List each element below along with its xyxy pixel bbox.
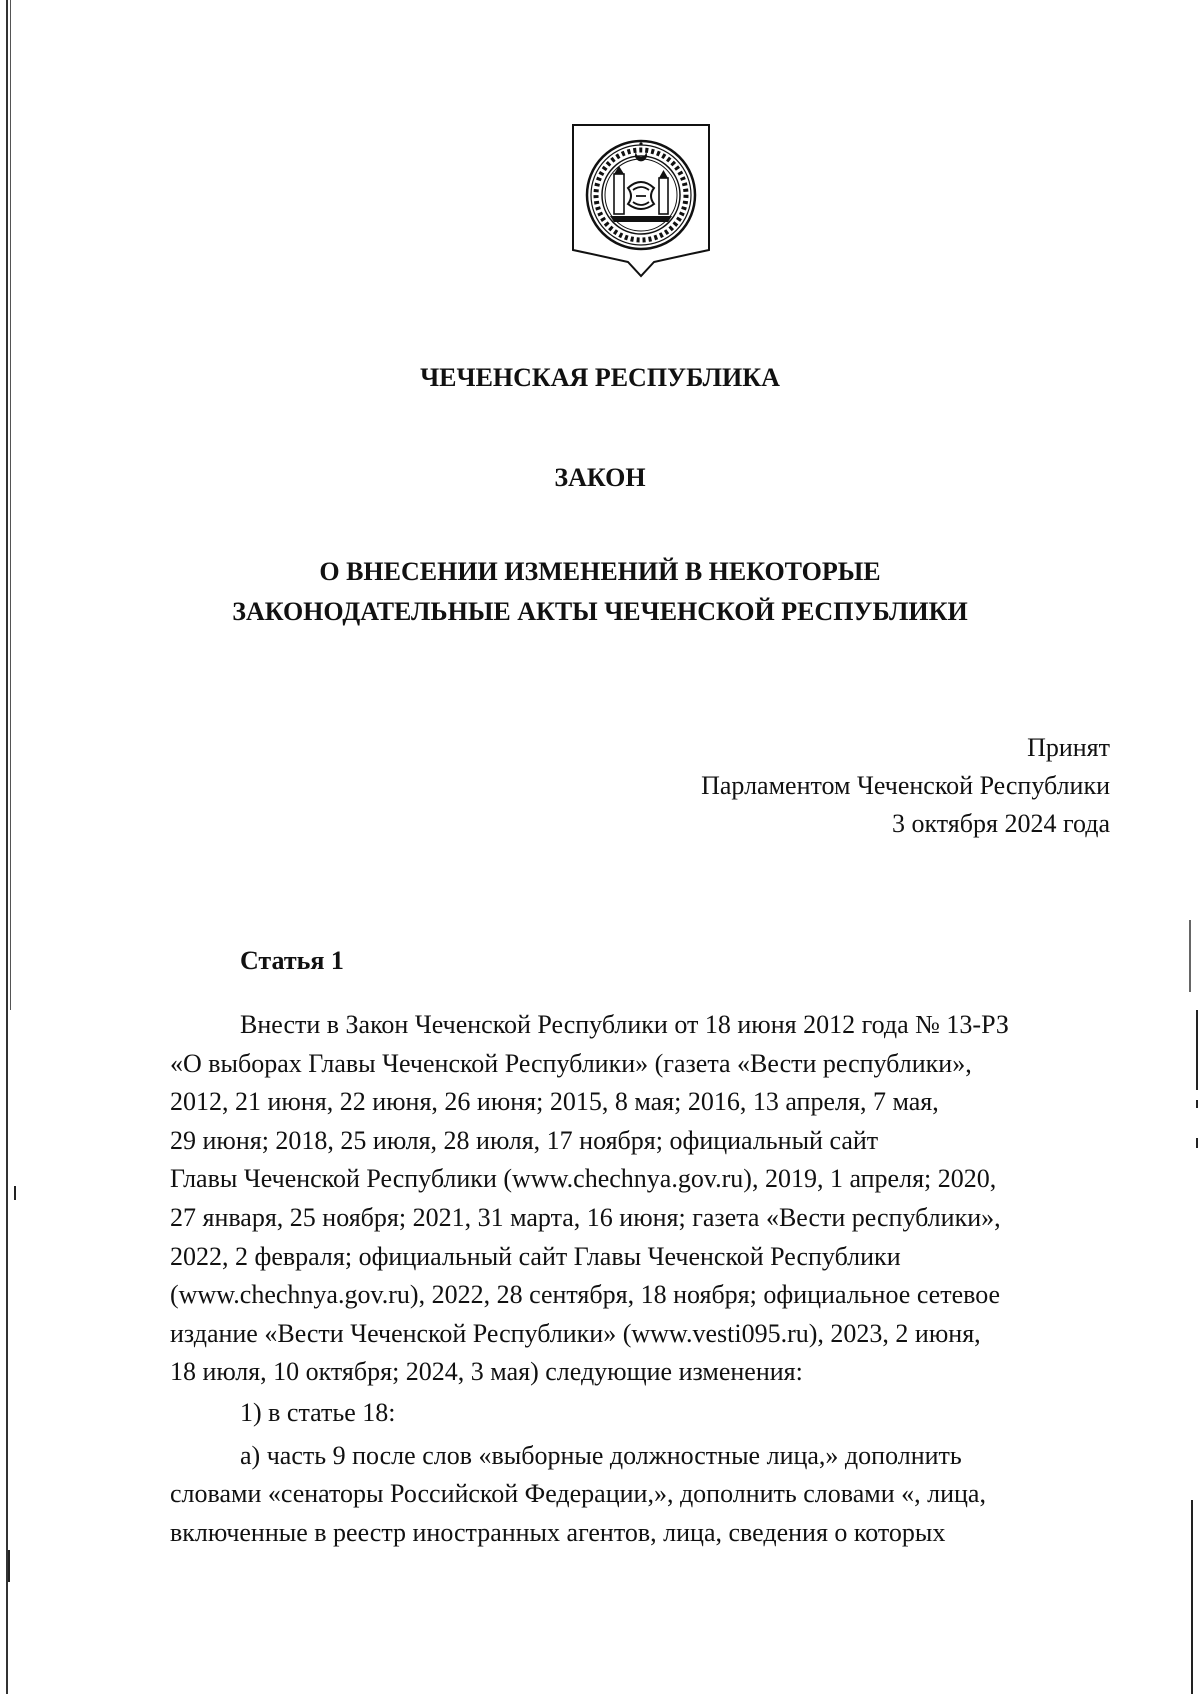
adoption-block xyxy=(701,729,1110,843)
law-title xyxy=(0,552,1200,632)
republic-heading: ЧЕЧЕНСКАЯ РЕСПУБЛИКА xyxy=(420,363,780,392)
article-item-1: 1) в статье 18: xyxy=(240,1397,396,1427)
adoption-line-parliament: Парламентом Чеченской Республики xyxy=(701,771,1110,800)
adoption-line-adopted: Принят xyxy=(1027,733,1110,762)
law-title-line-2: ЗАКОНОДАТЕЛЬНЫЕ АКТЫ ЧЕЧЕНСКОЙ РЕСПУБЛИКИ xyxy=(232,597,968,626)
scan-edge-left-inner xyxy=(10,0,11,1010)
scan-mark-right-3 xyxy=(1196,1100,1198,1108)
article-item-1a: а) часть 9 после слов «выборные должностные лица,» дополнить словами «сенаторы Российской Федерации,», дополнить словами «, лица, включенные в реестр иностранных агентов, лица, сведения о которых xyxy=(170,1440,986,1547)
adoption-line-date: 3 октября 2024 года xyxy=(892,809,1110,838)
scan-mark-left-bottom xyxy=(8,1550,10,1582)
article-intro-paragraph: Внести в Закон Чеченской Республики от 18 июня 2012 года № 13-РЗ «О выборах Главы Чеченской Республики» (газета «Вести республики», 2012, 21 июня, 22 июня, 26 июня; 2015, 8 мая; 2016, 13 апреля, 7 мая, 29 июня; 2018, 25 июля, 28 июля, 17 ноября; официальный сайт Главы Чеченской Республики (www.chechnya.gov.ru), 2019, 1 апреля; 2020, 27 января, 25 ноября; 2021, 31 марта, 16 июня; газета «Вести республики», 2022, 2 февраля; официальный сайт Главы Чеченской Республики (www.chechnya.gov.ru), 2022, 28 сентября, 18 ноября; официальное сетевое издание «Вести Чеченской Республики» (www.vesti095.ru), 2023, 2 июня, 18 июля, 10 октября; 2024, 3 мая) следующие изменения: xyxy=(170,1010,1009,1387)
article-body xyxy=(170,1006,1110,1554)
scan-edge-left xyxy=(6,0,8,1694)
scan-mark-right-4 xyxy=(1196,1138,1198,1148)
article-heading: Статья 1 xyxy=(240,946,344,975)
scan-mark-right-2 xyxy=(1196,1010,1198,1090)
coat-of-arms-icon xyxy=(570,122,712,280)
scan-mark-right-1 xyxy=(1189,920,1191,992)
scan-mark-right-5 xyxy=(1191,1500,1193,1694)
document-type-heading: ЗАКОН xyxy=(554,463,646,492)
scan-mark-left xyxy=(14,1186,16,1200)
law-title-line-1: О ВНЕСЕНИИ ИЗМЕНЕНИЙ В НЕКОТОРЫЕ xyxy=(319,557,881,586)
